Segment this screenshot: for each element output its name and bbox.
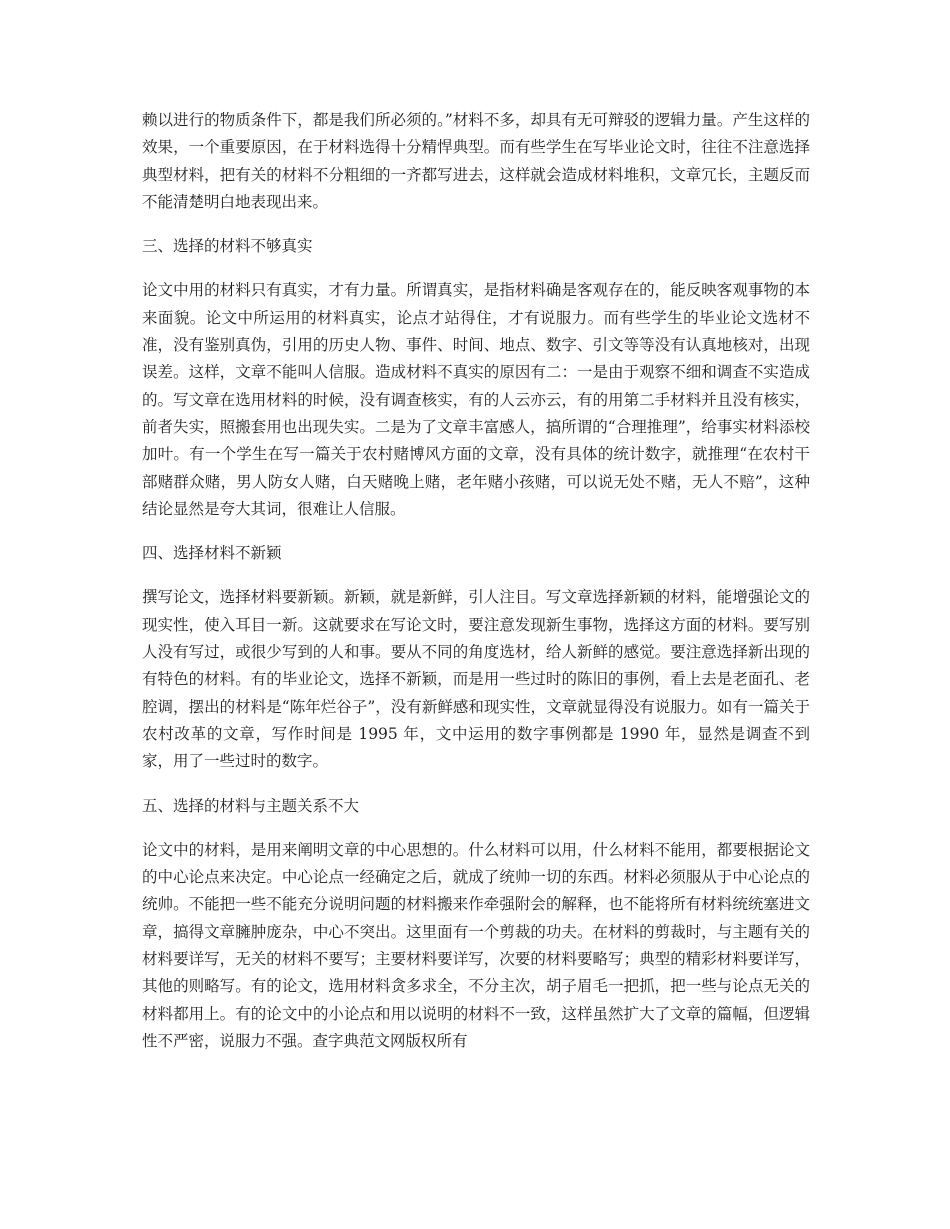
paragraph-section-5: 论文中的材料，是用来阐明文章的中心思想的。什么材料可以用，什么材料不能用，都要根据论文的中心论点来决定。中心论点一经确定之后，就成了统帅一切的东西。材料必须服从于中心论点的统帅。不能把一些不能充分说明问题的材料搬来作牵强附会的解释，也不能将所有材料统统塞进文章，搞得文章臃肿庞杂，中心不突出。这里面有一个剪裁的功夫。在材料的剪裁时，与主题有关的材料要详写，无关的材料不要写；主要材料要详写，次要的材料要略写；典型的精彩材料要详写，其他的则略写。有的论文，选用材料贪多求全，不分主次，胡子眉毛一把抓，把一些与论点无关的材料都用上。有的论文中的小论点和用以说明的材料不一致，这样虽然扩大了文章的篇幅，但逻辑性不严密，说服力不强。查字典范文网版权所有 [142,840,810,1050]
document-page [142,107,810,1072]
section-heading-4: 四、选择材料不新颖 [142,544,282,563]
section-heading-5: 五、选择的材料与主题关系不大 [142,796,360,815]
paragraph-section-3: 论文中用的材料只有真实，才有力量。所谓真实，是指材料确是客观存在的，能反映客观事物的本来面貌。论文中所运用的材料真实，论点才站得住，才有说服力。而有些学生的毕业论文选材不准，没有鉴别真伪，引用的历史人物、事件、时间、地点、数字、引文等等没有认真地核对，出现误差。这样，文章不能叫人信服。造成材料不真实的原因有二：一是由于观察不细和调查不实造成的。写文章在选用材料的时候，没有调查核实，有的人云亦云，有的用第二手材料并且没有核实，前者失实，照搬套用也出现失实。二是为了文章丰富感人，搞所谓的“合理推理”，给事实材料添校加叶。有一个学生在写一篇关于农村赌博风方面的文章，没有具体的统计数字，就推理“在农村干部赌群众赌，男人防女人赌，白天赌晚上赌，老年赌小孩赌，可以说无处不赌，无人不赔”，这种结论显然是夸大其词，很难让人信服。 [142,281,810,518]
paragraph-continuation: 赖以进行的物质条件下，都是我们所必须的。”材料不多，却具有无可辩驳的逻辑力量。产生这样的效果，一个重要原因，在于材料选得十分精悍典型。而有些学生在写毕业论文时，往往不注意选择典型材料，把有关的材料不分粗细的一齐都写进去，这样就会造成材料堆积，文章冗长，主题反而不能清楚明白地表现出来。 [142,111,810,211]
paragraph-section-4: 撰写论文，选择材料要新颖。新颖，就是新鲜，引人注目。写文章选择新颖的材料，能增强论文的现实性，使入耳目一新。这就要求在写论文时，要注意发现新生事物，选择这方面的材料。要写别人没有写过，或很少写到的人和事。要从不同的角度选材，给人新鲜的感觉。要注意选择新出现的有特色的材料。有的毕业论文，选择不新颖，而是用一些过时的陈旧的事例，看上去是老面孔、老腔调，摆出的材料是“陈年烂谷子”，没有新鲜感和现实性，文章就显得没有说服力。如有一篇关于农村改革的文章，写作时间是 1995 年，文中运用的数字事例都是 1990 年，显然是调查不到家，用了一些过时的数字。 [142,588,810,771]
section-heading-3: 三、选择的材料不够真实 [142,237,313,256]
